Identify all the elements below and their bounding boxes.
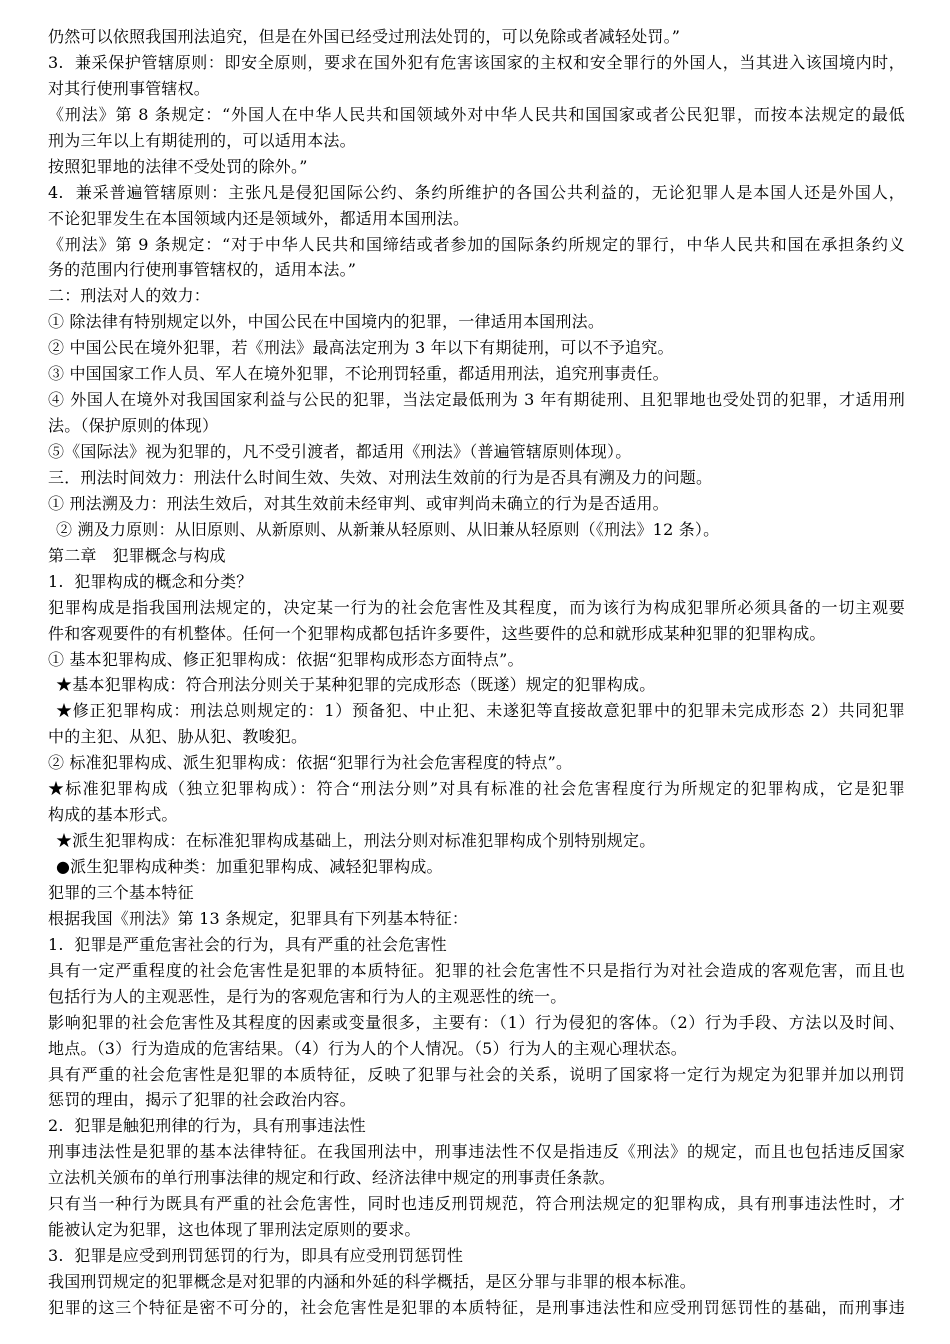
text-line: 件和客观要件的有机整体。任何一个犯罪构成都包括许多要件，这些要件的总和就形成某种犯罪的犯罪构成。	[48, 623, 826, 643]
list-item: ① 刑法溯及力：刑法生效后，对其生效前未经审判、或审判尚未确立的行为是否适用。	[48, 493, 669, 513]
text-line: 法。（保护原则的体现）	[48, 416, 219, 436]
bullet-item: ★基本犯罪构成：符合刑法分则关于某种犯罪的完成形态（既遂）规定的犯罪构成。	[56, 675, 656, 695]
feature-heading: 3. 犯罪是应受到刑罚惩罚的行为，即具有应受刑罚惩罚性	[48, 1246, 464, 1266]
section-heading: 三．刑法时间效力：刑法什么时间生效、失效、对刑法生效前的行为是否具有溯及力的问题。	[48, 467, 713, 487]
bullet-item: ★标准犯罪构成（独立犯罪构成）：符合“刑法分则”对具有标准的社会危害程度行为所规定的犯罪构成，它是犯罪	[48, 779, 905, 799]
text-line: 《刑法》第 8 条规定：“外国人在中华人民共和国领域外对中华人民共和国国家或者公民犯罪，而按本法规定的最低	[48, 104, 905, 124]
section-heading: 二：刑法对人的效力：	[48, 286, 211, 306]
chapter-heading: 第二章 犯罪概念与构成	[48, 545, 226, 565]
bullet-item: ★修正犯罪构成：刑法总则规定的：1）预备犯、中止犯、未遂犯等直接故意犯罪中的犯罪未完成形态 2）共同犯罪	[56, 701, 905, 721]
text-line: 地点。（3）行为造成的危害结果。（4）行为人的个人情况。（5）行为人的主观心理状态。	[48, 1038, 687, 1058]
list-item: ① 除法律有特别规定以外，中国公民在中国境内的犯罪，一律适用本国刑法。	[48, 312, 605, 332]
text-line: 能被认定为犯罪，这也体现了罪刑法定原则的要求。	[48, 1220, 421, 1240]
text-line: 务的范围内行使刑事管辖权的，适用本法。”	[48, 260, 357, 280]
text-line: 犯罪的这三个特征是密不可分的，社会危害性是犯罪的本质特征，是刑事违法性和应受刑罚惩罚性的基础，而刑事违	[48, 1297, 905, 1317]
text-line: 对其行使刑事管辖权。	[48, 78, 211, 98]
principle-item: 4. 兼采普遍管辖原则：主张凡是侵犯国际公约、条约所维护的各国公共利益的，无论犯罪人是本国人还是外国人，	[48, 182, 905, 202]
feature-heading: 1. 犯罪是严重危害社会的行为，具有严重的社会危害性	[48, 934, 447, 954]
list-item: ② 标准犯罪构成、派生犯罪构成：依据“犯罪行为社会危害程度的特点”。	[48, 753, 573, 773]
feature-heading: 2. 犯罪是触犯刑律的行为，具有刑事违法性	[48, 1116, 366, 1136]
bullet-item: ●派生犯罪构成种类：加重犯罪构成、减轻犯罪构成。	[56, 857, 443, 876]
text-line: 按照犯罪地的法律不受处罚的除外。”	[48, 156, 308, 176]
list-item: ⑤《国际法》视为犯罪的，凡不受引渡者，都适用《刑法》（普遍管辖原则体现）。	[48, 442, 632, 461]
principle-item: 3. 兼采保护管辖原则：即安全原则，要求在国外犯有危害该国家的主权和安全罪行的外国人，当其进入该国境内时，	[48, 52, 905, 72]
text-line: 具有严重的社会危害性是犯罪的本质特征，反映了犯罪与社会的关系，说明了国家将一定行为规定为犯罪并加以刑罚	[48, 1064, 905, 1084]
text-line: 只有当一种行为既具有严重的社会危害性，同时也违反刑罚规范，符合刑法规定的犯罪构成，具有刑事违法性时，才	[48, 1194, 905, 1214]
text-line: 《刑法》第 9 条规定：“对于中华人民共和国缔结或者参加的国际条约所规定的罪行，中华人民共和国在承担条约义	[48, 234, 905, 254]
text-line: 构成的基本形式。	[48, 805, 178, 825]
list-item: ② 中国公民在境外犯罪，若《刑法》最高法定刑为 3 年以下有期徒刑，可以不予追究。	[48, 338, 674, 358]
text-line: 包括行为人的主观恶性，是行为的客观危害和行为人的主观恶性的统一。	[48, 986, 567, 1006]
text-line: 我国刑罚规定的犯罪概念是对犯罪的内涵和外延的科学概括，是区分罪与非罪的根本标准。	[48, 1272, 697, 1291]
list-item: ③ 中国国家工作人员、军人在境外犯罪，不论刑罚轻重，都适用刑法，追究刑事责任。	[48, 364, 669, 384]
list-item: ② 溯及力原则：从旧原则、从新原则、从新兼从轻原则、从旧兼从轻原则（《刑法》12 条）。	[56, 519, 720, 539]
subsection-heading: 犯罪的三个基本特征	[48, 882, 194, 902]
text-line: 刑为三年以上有期徒刑的，可以适用本法。	[48, 130, 356, 150]
text-line: 立法机关颁布的单行刑事法律的规定和行政、经济法律中规定的刑事责任条款。	[48, 1168, 616, 1188]
text-line: 中的主犯、从犯、胁从犯、教唆犯。	[48, 727, 308, 747]
text-line: 刑事违法性是犯罪的基本法律特征。在我国刑法中，刑事违法性不仅是指违反《刑法》的规定，而且也包括违反国家	[48, 1142, 905, 1162]
question-heading: 1. 犯罪构成的概念和分类？	[48, 571, 253, 591]
text-line: 影响犯罪的社会危害性及其程度的因素或变量很多，主要有：（1）行为侵犯的客体。（2）行为手段、方法以及时间、	[48, 1012, 905, 1032]
list-item: ④ 外国人在境外对我国国家利益与公民的犯罪，当法定最低刑为 3 年有期徒刑、且犯罪地也受处罚的犯罪，才适用刑	[48, 390, 905, 410]
text-line: 犯罪构成是指我国刑法规定的，决定某一行为的社会危害性及其程度，而为该行为构成犯罪所必须具备的一切主观要	[48, 597, 905, 617]
text-line: 具有一定严重程度的社会危害性是犯罪的本质特征。犯罪的社会危害性不只是指行为对社会造成的客观危害，而且也	[48, 960, 905, 980]
text-line: 不论犯罪发生在本国领域内还是领域外，都适用本国刑法。	[48, 208, 470, 228]
text-line: 仍然可以依照我国刑法追究，但是在外国已经受过刑法处罚的，可以免除或者减轻处罚。”	[48, 27, 681, 46]
text-line: 惩罚的理由，揭示了犯罪的社会政治内容。	[48, 1090, 356, 1110]
text-line: 根据我国《刑法》第 13 条规定，犯罪具有下列基本特征：	[48, 908, 469, 928]
bullet-item: ★派生犯罪构成：在标准犯罪构成基础上，刑法分则对标准犯罪构成个别特别规定。	[56, 831, 656, 851]
list-item: ① 基本犯罪构成、修正犯罪构成：依据“犯罪构成形态方面特点”。	[48, 649, 524, 669]
